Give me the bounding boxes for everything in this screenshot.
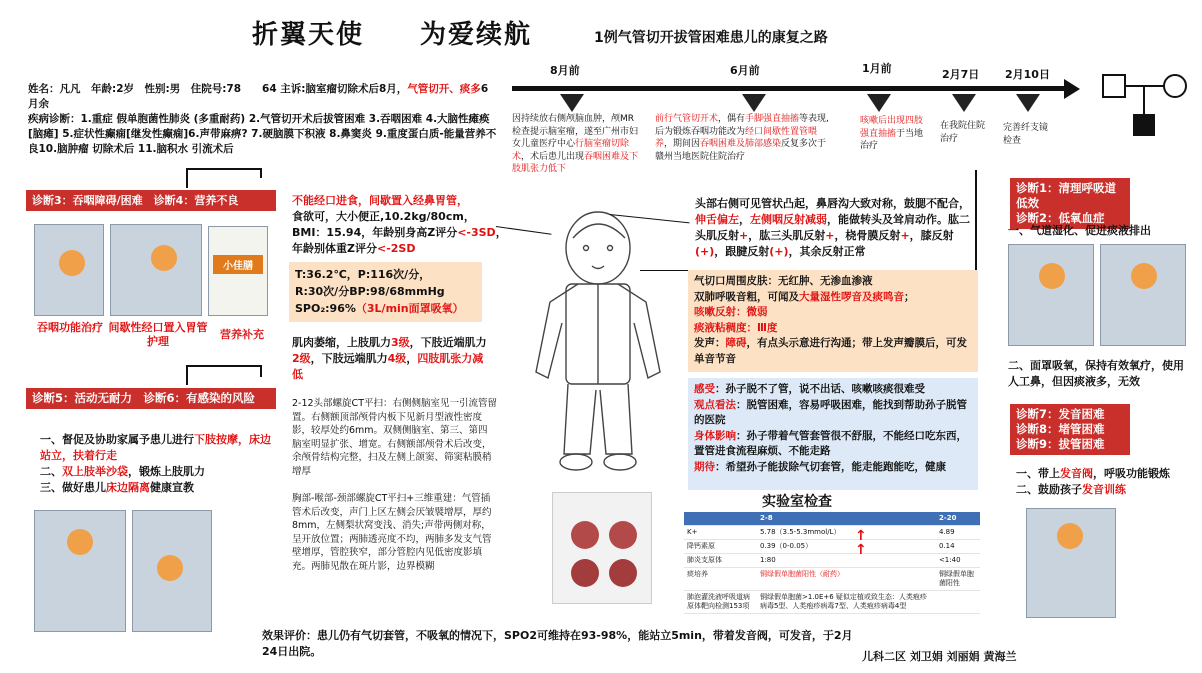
photo-swallow — [34, 224, 104, 316]
timeline-marker — [867, 94, 891, 112]
photo-speech — [1026, 508, 1116, 618]
timeline-label-1m: 1月前 — [862, 62, 892, 75]
subtitle: 1例气管切开拔管困难患儿的康复之路 — [594, 30, 828, 46]
lab-table: 2-8 2-20 K+ 5.78（3.5-5.3mmol/L） 4.89 降钙素原 0.39（0-0.05） 0.14 肺炎支原体 1:80 <1:40 痰培养 铜绿假单胞菌阳性（耐药） 铜绿假单胞菌阳性 肺泡灌洗液呼吸道病原体靶向检测153项 铜绿假单胞菌>1.0E+6 疑似定植或致生态：人类疱疹病毒5型、人类疱疹病毒7型、人类疱疹病毒4型 — [684, 512, 980, 614]
effect-evaluation: 效果评价：患儿仍有气切套管，不吸氧的情况下，SPO2可维持在93-98%，能站立5min，带着发音阀，可发音，于2月24日出院。 — [262, 629, 853, 658]
photo-rehab — [34, 510, 126, 632]
timeline-marker — [1016, 94, 1040, 112]
imaging-report-image — [552, 492, 652, 604]
timeline-event-5: 完善纤支镜检查 — [1003, 123, 1049, 146]
photo-tube — [110, 224, 202, 316]
ct-chest-report: 胸部-喉部-颈部螺旋CT平扫+三维重建：气管插管术后改变，声门上区左侧会厌皱襞增厚，厚约8mm，左侧梨状窝变浅、消失;声带两侧对称，呈开放位置；两肺透亮度不均，两肺多发支气管壁增厚，管腔狭窄，部分管腔内见低密度影填充。两肺见散在斑片影，边界模糊 — [292, 493, 492, 572]
patient-info: 姓名：凡凡 年龄:2岁 性别:男 住院号:78 64 主诉:脑室瘤切除术后8月，气管切开、痰多6月余 疾病诊断：1.重症 假单胞菌性肺炎 (多重耐药) 2.气管切开术后拔管困难 3.吞咽困难 4.大脑性瘫痪 [脑瘫] 5.症状性癫痫[继发性癫痫]6.声带麻痹? 7.硬脑膜下积液 8.鼻窦炎 9.重度蛋白质-能量营养不良10.脑肿瘤 切除术后 11.脑积水 引流术后 — [28, 83, 497, 155]
nutrition-product-image: 小佳膳 — [208, 226, 268, 316]
caption-swallow-therapy: 吞咽功能治疗 — [37, 321, 103, 334]
ct-head-report: 2-12头部螺旋CT平扫：右侧侧脑室见一引流管留置。右侧额顶部颅骨内板下见新月型液性密度影，较厚处约6mm。双侧侧脑室、第三、第四脑室明显扩张、增宽。右侧额部颅骨术后改变，余颅骨结构完整，扫及左侧上颌窦、筛窦粘膜稍增厚 — [292, 398, 497, 477]
up-arrow-icon: ↑ — [855, 528, 867, 544]
photo-airway — [1008, 244, 1094, 346]
dx12-item-2: 二、面罩吸氧，保持有效氧疗，使用人工鼻，但因痰液多，无效 — [1008, 359, 1184, 388]
timeline — [512, 58, 1082, 118]
timeline-label-6m: 6月前 — [730, 64, 760, 77]
authors: 儿科二区 刘卫娟 刘丽娟 黄海兰 — [862, 650, 1017, 663]
lab-title: 实验室检查 — [762, 494, 832, 510]
timeline-event-3: 咳嗽后出现四肢强直抽搐于当地治疗 — [860, 116, 924, 151]
dx789-banner: 诊断7：发音困难 诊断8：堵管困难 诊断9：拔管困难 — [1010, 404, 1130, 455]
family-feelings-box: 感受：孙子脱不了管，说不出话、咳嗽咳痰很难受 观点看法：脱管困难，容易呼吸困难，能找到帮助孙子脱管的医院 身体影响：孙子带着气管套管很不舒服，不能经口吃东西，置管进食流程麻烦、不能走路 期待：希望孙子能拔除气切套管，能走能跑能吃，健康 — [688, 378, 978, 490]
child-sketch-illustration — [518, 200, 688, 485]
caption-tube-care: 间歇性经口置入胃管护理 — [108, 321, 208, 348]
timeline-marker — [742, 94, 766, 112]
timeline-marker — [560, 94, 584, 112]
timeline-label-8m: 8月前 — [550, 64, 580, 77]
timeline-label-feb7: 2月7日 — [942, 68, 980, 81]
caption-nutrition: 营养补充 — [220, 328, 264, 341]
photo-rehab-2 — [132, 510, 212, 632]
nutrition-text: 不能经口进食，间歇置入经鼻胃管， 食欲可，大小便正,10.2kg/80cm， BMI：15.94，年龄别身高Z评分<-3SD，年龄别体重Z评分<-2SD — [292, 194, 507, 255]
timeline-marker — [952, 94, 976, 112]
timeline-label-feb10: 2月10日 — [1005, 68, 1050, 81]
dx34-banner: 诊断3：吞咽障碍/困难 诊断4：营养不良 — [26, 190, 276, 211]
muscle-text: 肌肉萎缩，上肢肌力3级，下肢近端肌力2级，下肢远端肌力4级，四肢肌张力减低 — [292, 336, 487, 381]
vitals-box: T:36.2℃，P:116次/分， R:30次/分BP:98/68mmHg SPO₂:96%（3L/min面罩吸氧） — [289, 262, 482, 322]
dx56-items: 一、督促及协助家属予患儿进行下肢按摩，床边站立，扶着行走 二、双上肢举沙袋，锻炼上肢肌力 三、做好患儿床边隔离健康宣教 — [40, 433, 271, 494]
timeline-event-4: 在我院住院治疗 — [940, 121, 986, 144]
pedigree-icon — [1100, 70, 1190, 140]
dx56-banner: 诊断5：活动无耐力 诊断6：有感染的风险 — [26, 388, 276, 409]
photo-airway-2 — [1100, 244, 1186, 346]
airway-box: 气切口周围皮肤：无红肿、无渗血渗液 双肺呼吸音粗，可闻及大量湿性啰音及痰鸣音； 咳嗽反射：微弱 痰液粘稠度：Ⅲ度 发声：障碍，有点头示意进行沟通；带上发声瓣膜后，可发单音节音 — [688, 270, 978, 372]
timeline-event-2: 前行气管切开术，偶有手脚强直抽搐等表现,后为锻炼吞咽功能改为经口间歇性置管喂养，期间因吞咽困难及肺部感染反复多次于赣州当地医院住院治疗 — [655, 114, 829, 162]
main-title: 折翼天使 为爱续航 — [252, 20, 533, 50]
dx789-items: 一、带上发音阀，呼吸功能锻炼 二、鼓励孩子发音训练 — [1016, 467, 1170, 496]
up-arrow-icon: ↑ — [855, 542, 867, 558]
physical-exam: 头部右侧可见管状凸起，鼻唇沟大致对称，鼓腮不配合，伸舌偏左，左侧咽反射减弱，能做转头及耸肩动作。肱二头肌反射+，肱三头肌反射+，桡骨膜反射+，膝反射(+)，跟腱反射(+)，其余反射正常 — [695, 197, 970, 258]
dx12-banner: 诊断1：清理呼吸道低效 诊断2：低氧血症 — [1010, 178, 1130, 229]
timeline-event-1: 因持续放右侧颅脑血肿，颅MR检查提示脑室瘤，遂至广州市妇女儿童医疗中心行脑室瘤切除术，术后患儿出现吞咽困难及下肢肌张力低下 — [512, 114, 639, 174]
dx12-item-1: 一、气道湿化、促进痰液排出 — [1008, 224, 1151, 237]
